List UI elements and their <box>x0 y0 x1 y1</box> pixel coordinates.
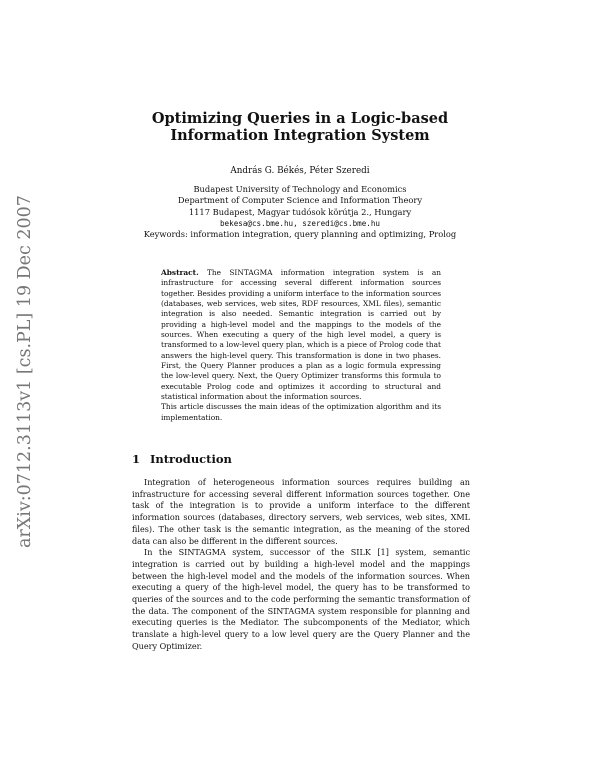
abstract-paragraph-2: This article discusses the main ideas of the optimization algorithm and its implementation. <box>161 402 441 422</box>
arxiv-sidebar-stamp <box>11 188 39 548</box>
abstract-text-1: The SINTAGMA information integration system is an infrastructure for accessing several different information sources together. Besides providing a uniform interface to the information sources (databases, web services, web sites, RDF resources, XML files), semantic integration is also needed. Semantic integration is carried out by providing a high-level model and the mappings to the models of the sources. When executing a query of the high level model, a query is transformed to a low-level query plan, which is a piece of Prolog code that answers the high-level query. This transformation is done in two phases. First, the Query Planner produces a plan as a logic formula expressing the low-level query. Next, the Query Optimizer transforms this formula to executable Prolog code and optimizes it according to structural and statistical information about the information sources. <box>161 268 441 402</box>
body-paragraph-2: In the SINTAGMA system, successor of the SILK [1] system, semantic integration is carried out by building a high-level model and the mappings between the high-level model and the models of the information sources. When executing a query of the high-level model, the query has to be transformed to queries of the sources and to the code performing the semantic transformation of the data. The component of the SINTAGMA system responsible for planning and executing queries is the Mediator. The subcomponents of the Mediator, which translate a high-level query to a low level query are the Query Planner and the Query Optimizer. <box>132 547 470 651</box>
body-paragraph-1: Integration of heterogeneous information sources requires building an infrastructure for accessing several different information sources together. One task of the integration is to provide a uniform interface to the different information sources (databases, directory servers, web services, web sites, XML files). The other task is the semantic integration, as the meaning of the stored data can also be different in the different sources. <box>132 477 470 546</box>
abstract-paragraph-1 <box>161 268 441 402</box>
university: Budapest University of Technology and Economics <box>193 184 407 194</box>
section-heading <box>132 452 232 466</box>
affiliation-block <box>100 184 500 240</box>
authors: András G. Békés, Péter Szeredi <box>230 166 370 176</box>
emails: bekesa@cs.bme.hu, szeredi@cs.bme.hu <box>219 218 380 228</box>
department: Department of Computer Science and Information Theory <box>177 195 423 206</box>
title-line-2: Information Integration System <box>170 127 430 144</box>
section-title: Introduction <box>150 452 232 466</box>
abstract-label: Abstract. <box>161 268 199 277</box>
paper-title <box>100 110 500 144</box>
keywords: Keywords: information integration, query planning and optimizing, Prolog <box>143 229 457 240</box>
address: 1117 Budapest, Magyar tudósok körútja 2., Hungary <box>188 206 412 217</box>
arxiv-identifier: arXiv:0712.3113v1 [cs.PL] 19 Dec 2007 <box>15 195 35 548</box>
abstract <box>161 268 441 423</box>
title-line-1: Optimizing Queries in a Logic-based <box>151 110 449 127</box>
introduction-body <box>132 477 470 653</box>
section-number: 1 <box>132 452 141 466</box>
